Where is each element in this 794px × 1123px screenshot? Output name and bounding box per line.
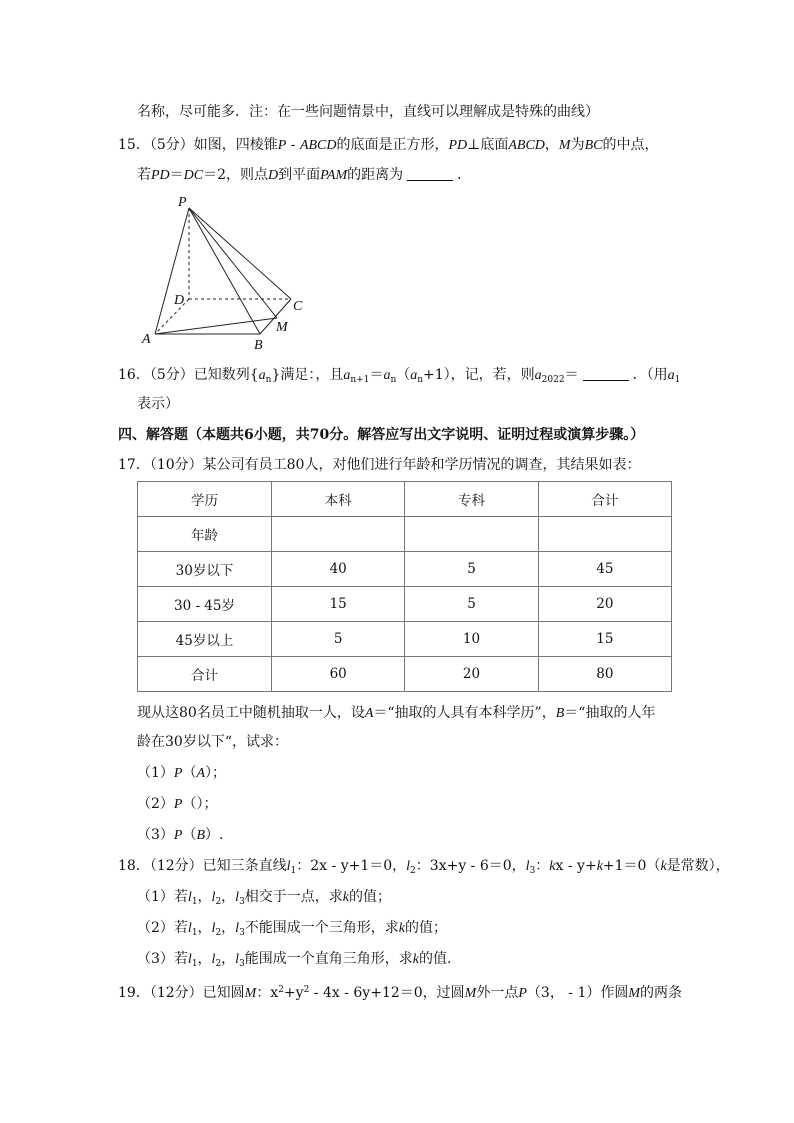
table-header-cell: 合计 xyxy=(538,482,671,517)
question-18-sub-1: （1）若$l_1$，$l_2$，$l_3$相交于一点，求k的值； xyxy=(137,889,392,907)
question-17-head: 17．（10分）某公司有员工80人，对他们进行年龄和学历情况的调查，其结果如表： xyxy=(118,457,641,473)
edge-PA xyxy=(155,208,189,334)
question-16-line-2: 表示） xyxy=(137,396,179,412)
table-header-row xyxy=(138,482,672,517)
label-A: A xyxy=(142,332,151,347)
table-header-cell: 学历 xyxy=(138,482,272,517)
table-cell: 20 xyxy=(538,587,671,622)
table-cell: 15 xyxy=(538,622,671,657)
question-17-sub-3: （3）P（B）. xyxy=(137,827,224,843)
table-cell: 45 xyxy=(538,552,671,587)
table-cell: 5 xyxy=(405,587,538,622)
table-cell: 30 - 45岁 xyxy=(138,587,272,622)
survey-table xyxy=(137,481,672,692)
table-cell xyxy=(405,517,538,552)
table-cell: 40 xyxy=(272,552,405,587)
table-row xyxy=(138,587,672,622)
table-cell: 45岁以上 xyxy=(138,622,272,657)
edge-PM xyxy=(189,208,277,318)
table-subheader-row xyxy=(138,517,672,552)
table-header-cell: 本科 xyxy=(272,482,405,517)
edge-PB xyxy=(189,208,260,334)
table-cell: 60 xyxy=(272,657,405,692)
table-cell: 5 xyxy=(272,622,405,657)
answer-blank[interactable] xyxy=(407,167,453,181)
answer-blank[interactable] xyxy=(583,367,629,381)
table-row xyxy=(138,622,672,657)
table-cell: 80 xyxy=(538,657,671,692)
label-P: P xyxy=(178,195,187,210)
question-15-line-1: 15．（5分）如图，四棱锥P - ABCD的底面是正方形，PD⊥底面ABCD，M为BC的中点， xyxy=(118,137,659,153)
edge-PC xyxy=(189,208,291,299)
section-4-heading: 四、解答题（本题共6小题，共70分。解答应写出文字说明、证明过程或演算步骤。） xyxy=(118,427,645,443)
label-D: D xyxy=(174,293,185,308)
question-17-sub-2: （2）P（）； xyxy=(137,796,218,812)
table-header-cell: 专科 xyxy=(405,482,538,517)
table-row xyxy=(138,552,672,587)
table-cell: 10 xyxy=(405,622,538,657)
label-M: M xyxy=(276,320,288,335)
table-cell: 5 xyxy=(405,552,538,587)
table-cell xyxy=(272,517,405,552)
question-18-sub-2: （2）若$l_1$，$l_2$，$l_3$不能围成一个三角形，求k的值； xyxy=(137,920,448,938)
question-17-para-1: 现从这80名员工中随机抽取一人，设A＝“抽取的人具有本科学历”，B＝“抽取的人年 xyxy=(137,705,656,721)
pyramid-figure xyxy=(136,192,316,352)
continued-text: 名称，尽可能多．注：在一些问题情景中，直线可以理解成是特殊的曲线） xyxy=(137,104,599,120)
table-cell: 20 xyxy=(405,657,538,692)
label-B: B xyxy=(254,338,263,352)
label-C: C xyxy=(293,299,303,314)
question-16-line-1: 16．（5分）已知数列$\{a_n\}$满足：，且$a_{n+1}=a_n(a_n+1)$，记，若，则$a_{2022}=$ ．（用$a_1$ xyxy=(118,367,681,385)
question-18-line-1: 18．（12分）已知三条直线$l_1$：2x - y+1＝0，$l_2$：3x+y - 6＝0，$l_3$：kx - y+k+1＝0（k是常数）， xyxy=(118,858,730,876)
table-cell: 年龄 xyxy=(138,517,272,552)
table-row xyxy=(138,657,672,692)
table-cell xyxy=(538,517,671,552)
question-19-line-1: 19．（12分）已知圆M：$x^2+y^2 - 4x - 6y+12=0$，过圆M外一点P（3， - 1）作圆M的两条 xyxy=(118,985,683,1001)
question-15-line-2: 若PD＝DC＝2，则点D到平面PAM的距离为 ． xyxy=(137,167,472,183)
table-cell: 15 xyxy=(272,587,405,622)
table-cell: 合计 xyxy=(138,657,272,692)
question-17-para-2: 龄在30岁以下“，试求： xyxy=(137,734,288,750)
question-18-sub-3: （3）若$l_1$，$l_2$，$l_3$能围成一个直角三角形，求k的值. xyxy=(137,951,452,969)
question-17-sub-1: （1）P（A）； xyxy=(137,765,227,781)
table-cell: 30岁以下 xyxy=(138,552,272,587)
